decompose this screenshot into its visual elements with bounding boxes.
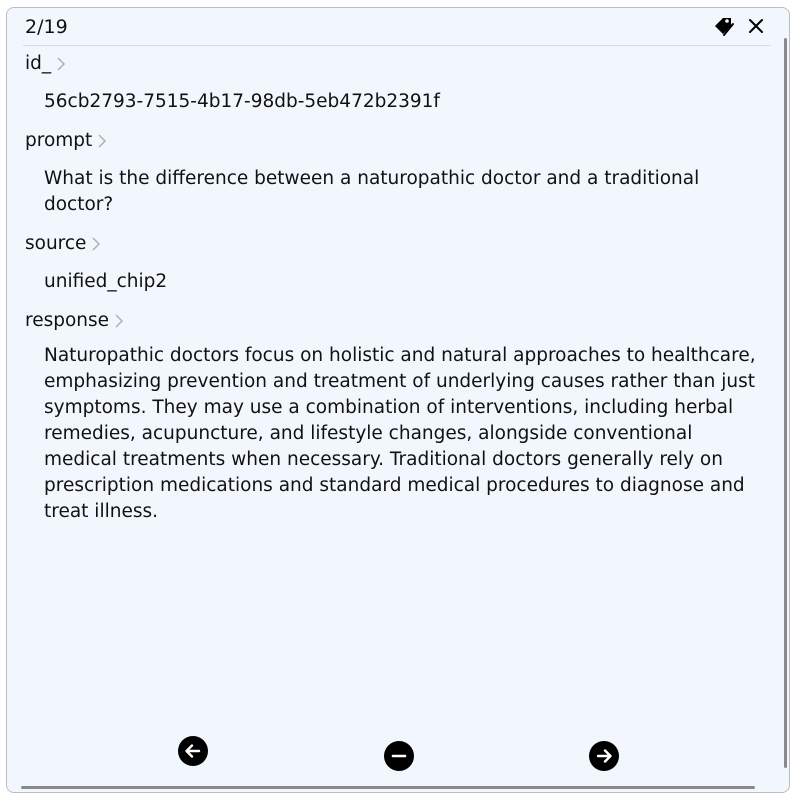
horizontal-scrollbar[interactable]	[21, 786, 755, 789]
chevron-right-icon	[114, 314, 124, 328]
tag-icon[interactable]	[711, 14, 735, 38]
field-id	[25, 52, 759, 115]
vertical-scrollbar[interactable]	[784, 38, 787, 768]
field-value: What is the difference between a naturopathic doctor and a traditional doctor?	[44, 168, 700, 215]
chevron-right-icon	[91, 237, 101, 251]
arrow-left-circle-icon[interactable]	[178, 736, 208, 766]
field-source	[25, 232, 759, 295]
field-key-label: source	[25, 233, 87, 254]
field-response	[25, 309, 759, 525]
field-value: Naturopathic doctors focus on holistic and natural approaches to healthcare, emphasizing prevention and treatment of underlying causes rather than just symptoms. They may use a combination of interventions, including herbal remedies, acupuncture, and lifestyle changes, alongside conventional medical treatments when necessary. Traditional doctors generally rely on prescription medications and standard medical procedures to diagnose and treat illness.	[44, 345, 756, 522]
field-key-label: id_	[25, 53, 52, 74]
field-key-source[interactable]	[25, 232, 759, 256]
field-prompt	[25, 129, 759, 218]
header-bar	[23, 8, 771, 46]
chevron-right-icon	[56, 57, 66, 71]
record-viewer-window	[6, 7, 790, 793]
minus-circle-icon[interactable]	[384, 741, 414, 771]
field-value: 56cb2793-7515-4b17-98db-5eb472b2391f	[44, 91, 440, 112]
chevron-right-icon	[97, 134, 107, 148]
field-key-label: prompt	[25, 130, 93, 151]
field-key-response[interactable]	[25, 309, 759, 333]
record-counter: 2/19	[25, 16, 68, 38]
field-key-prompt[interactable]	[25, 129, 759, 153]
field-key-id[interactable]	[25, 52, 759, 76]
field-value: unified_chip2	[44, 271, 168, 292]
record-content	[25, 52, 759, 539]
arrow-right-circle-icon[interactable]	[589, 741, 619, 771]
field-key-label: response	[25, 310, 110, 331]
close-icon[interactable]	[745, 15, 767, 37]
